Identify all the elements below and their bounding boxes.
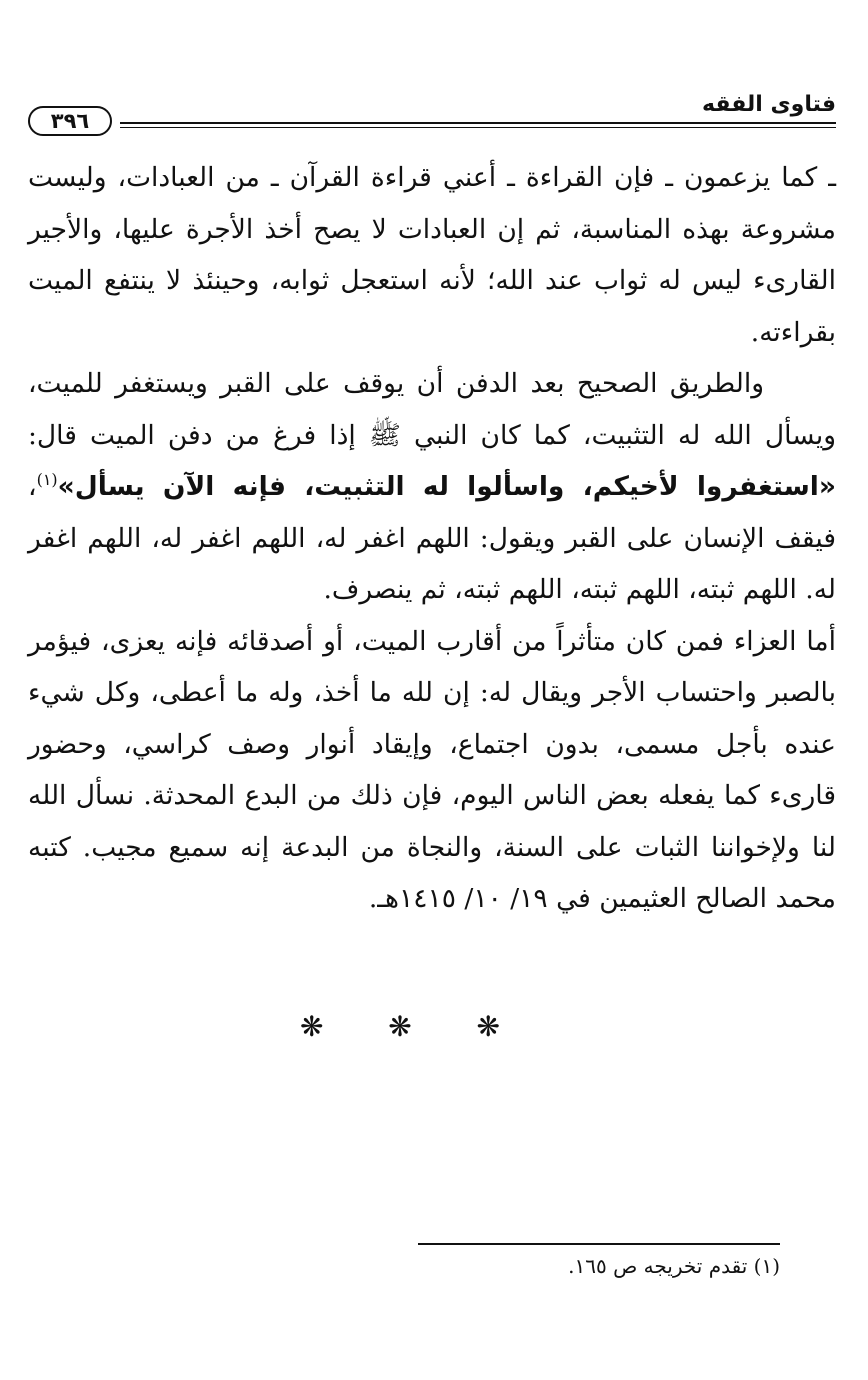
star-icon: ❋ bbox=[388, 1010, 412, 1043]
paragraph-3: أما العزاء فمن كان متأثراً من أقارب الميت، أو أصدقائه فإنه يعزى، فيؤمر بالصبر واحتساب الأجر ويقال له: إن لله ما أخذ، وله ما أعطى، وكل شيء عنده بأجل مسمى، بدون اجتماع، وإيقاد أنوار وصف كراسي، وحضور قارىء كما يفعله بعض الناس اليوم، فإن ذلك من البدع المحدثة. نسأل الله لنا ولإخواننا الثبات على السنة، والنجاة من البدعة إنه سميع مجيب. كتبه محمد الصالح العثيمين في ١٩/ ١٠/ ١٤١٥هـ. bbox=[28, 625, 836, 914]
hadith-quote: «استغفروا لأخيكم، واسألوا له التثبيت، فإنه الآن يسأل» bbox=[57, 471, 836, 502]
footnote-rule bbox=[418, 1243, 780, 1245]
header-rule bbox=[120, 122, 836, 128]
section-separator bbox=[300, 1010, 500, 1043]
paragraph-2-rest: ، فيقف الإنسان على القبر ويقول: اللهم اغفر له، اللهم اغفر له، اللهم اغفر له. اللهم ثبته، اللهم ثبته، اللهم ثبته، ثم ينصرف. bbox=[28, 471, 836, 605]
star-icon: ❋ bbox=[300, 1010, 324, 1043]
paragraph-2 bbox=[28, 358, 836, 616]
running-header bbox=[28, 92, 836, 136]
star-icon: ❋ bbox=[476, 1010, 500, 1043]
paragraph-1: ـ كما يزعمون ـ فإن القراءة ـ أعني قراءة القرآن ـ من العبادات، وليست مشروعة بهذه المناسبة، ثم إن العبادات لا يصح أخذ الأجرة عليها، والأجير القارىء ليس له ثواب عند الله؛ لأنه استعجل ثوابه، وحينئذ لا ينتفع الميت بقراءته. bbox=[28, 162, 836, 348]
header-title: فتاوى الفقه bbox=[702, 92, 836, 117]
paragraph-2-intro: والطريق الصحيح بعد الدفن أن يوقف على القبر ويستغفر للميت، ويسأل الله له التثبيت، كما كان النبي ﷺ إذا فرغ من دفن الميت قال: bbox=[28, 368, 836, 451]
footnote: (١) تقدم تخريجه ص ١٦٥. bbox=[568, 1254, 780, 1278]
page-number: ٣٩٦ bbox=[28, 106, 112, 136]
footnote-reference: (١) bbox=[36, 470, 58, 490]
body-text bbox=[28, 152, 836, 925]
